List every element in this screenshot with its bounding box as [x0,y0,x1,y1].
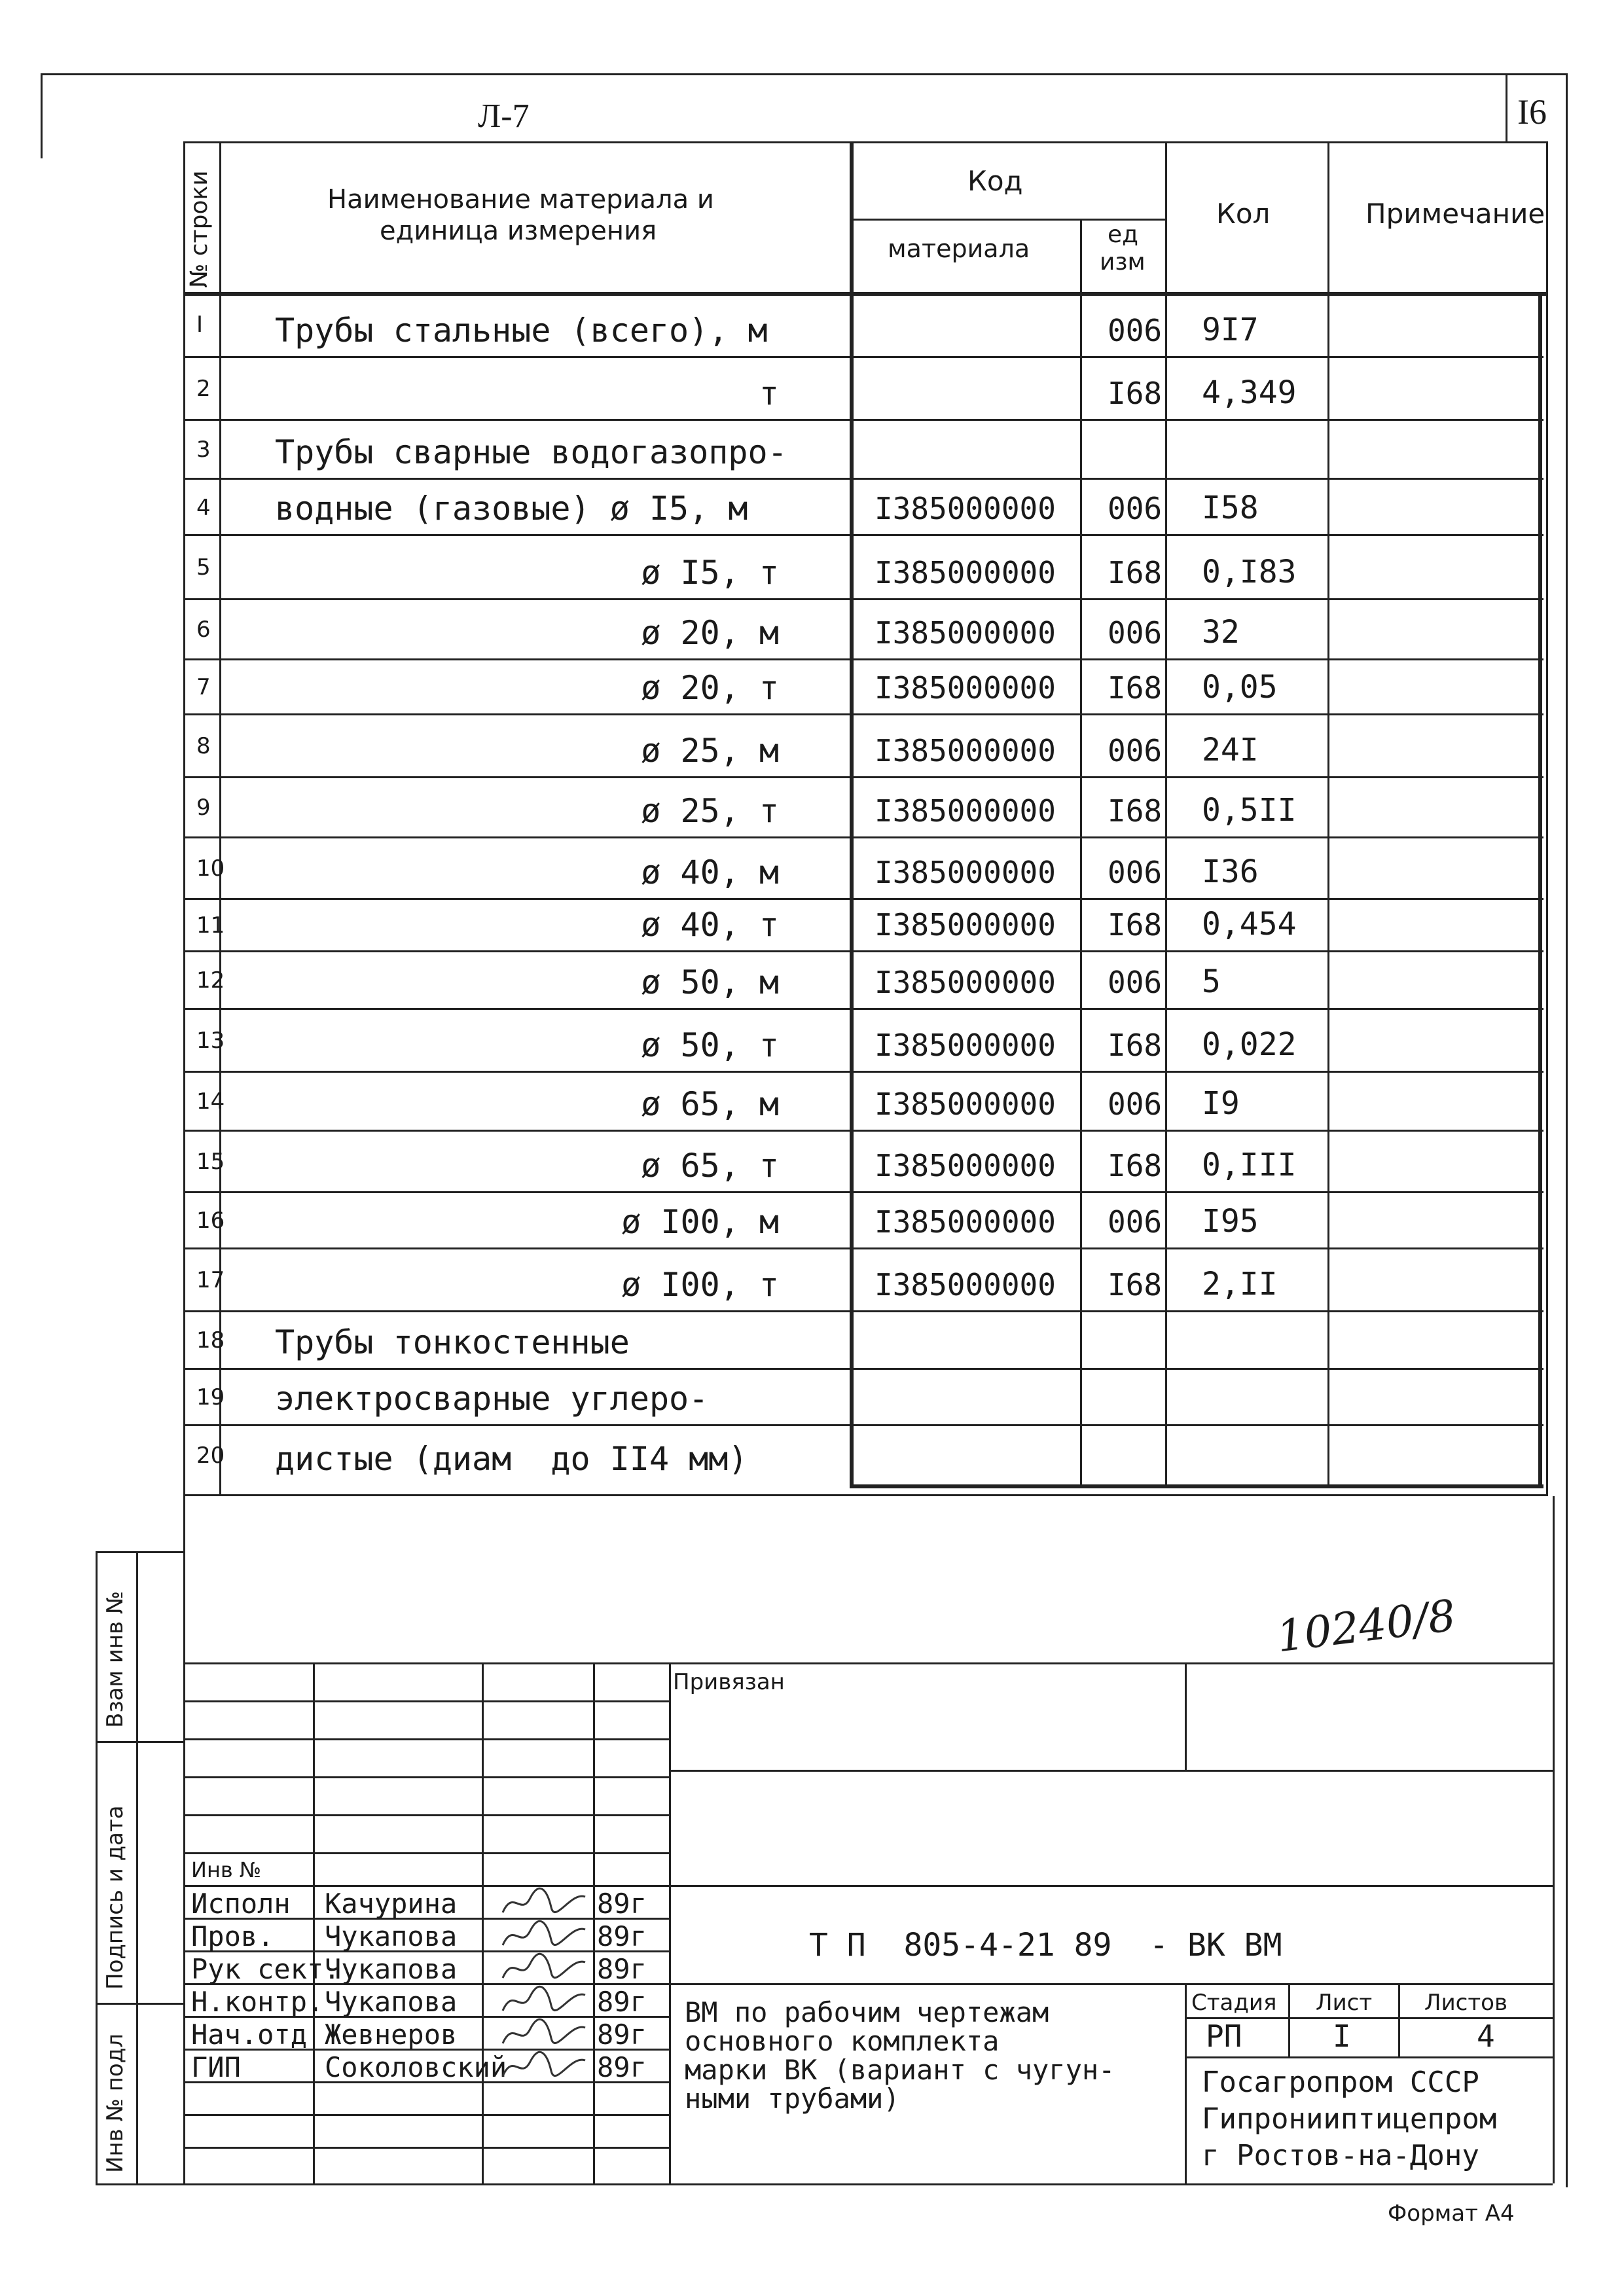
row-number: I [196,312,204,338]
row-name: Трубы сварные водогазопро- [275,433,787,471]
row-name: ø I00, т [621,1266,779,1304]
stage-value: РП [1206,2018,1242,2054]
sheet-label: Лист [1316,1990,1373,2016]
row-code: I385000000 [875,907,1056,942]
row-qty: I9 [1202,1085,1240,1122]
row-separator [183,534,1543,536]
row-unit: I68 [1108,670,1163,706]
code-header: Код [967,165,1023,197]
stamp-line-1 [183,1662,1553,1664]
stamp-line-15 [183,2114,669,2116]
row-unit: 006 [1108,1086,1163,1122]
signer-year: 89г [597,1920,647,1952]
row-separator [183,1424,1543,1426]
row-unit: I68 [1108,1148,1163,1183]
row-number: 11 [196,912,225,939]
row-separator [183,776,1543,778]
right-frame-line [1566,73,1568,2187]
row-qty: I58 [1202,490,1259,526]
row-name: ø 25, м [641,732,779,770]
document-title-line: основного комплекта [685,2025,1000,2057]
stage-value-line [1185,2056,1553,2058]
signer-role: Пров. [191,1920,274,1952]
row-name: ø 50, т [641,1026,779,1064]
row-name: ø 20, м [641,614,779,652]
title-stage-left [1185,1983,1187,2183]
signature-scribble [499,1884,590,1920]
row-unit: I68 [1108,1267,1163,1302]
row-qty: 0,454 [1202,906,1297,942]
left-frame-line [41,73,43,158]
row-qty: 5 [1202,963,1221,1000]
row-number: 5 [196,554,211,581]
name-header-line1: Наименование материала и [327,185,714,215]
designation: Т П 805-4-21 89 - ВК ВМ [809,1927,1282,1964]
row-qty: 0,I83 [1202,554,1297,590]
row-code: I385000000 [875,670,1056,706]
organization-line: Гипронииптицепром [1202,2102,1497,2136]
row-name: Трубы тонкостенные [275,1323,630,1361]
row-code: I385000000 [875,615,1056,651]
row-separator [183,713,1543,715]
row-code: I385000000 [875,1086,1056,1122]
row-name: Трубы стальные (всего), м [275,312,768,350]
signer-year: 89г [597,2018,647,2051]
row-code: I385000000 [875,733,1056,768]
row-name: ø 50, м [641,963,779,1001]
signer-year: 89г [597,1953,647,1985]
signer-year: 89г [597,1888,647,1920]
row-unit: 006 [1108,855,1163,890]
row-unit: I68 [1108,376,1163,411]
col-divider-code [1080,219,1082,1488]
row-number: 19 [196,1384,225,1410]
row-name: ø 65, м [641,1085,779,1123]
stamp-bottom-border [96,2183,1553,2185]
signer-name: Чукапова [325,1920,458,1952]
row-name: ø 20, т [641,669,779,707]
signer-name: Соколовский [325,2051,507,2083]
row-qty: I95 [1202,1203,1259,1240]
side-column-top [96,1551,183,1553]
row-separator [183,1008,1543,1010]
row-separator [183,356,1543,358]
row-qty: 24I [1202,732,1259,768]
row-code: I385000000 [875,855,1056,890]
unit-subheader-line2: изм [1100,249,1146,276]
document-title-line: ными трубами) [685,2083,900,2115]
row-number: 17 [196,1267,225,1293]
row-separator [183,950,1543,952]
row-separator [183,836,1543,838]
row-code: I385000000 [875,491,1056,526]
side-column-mid [136,1551,138,2183]
row-number: 8 [196,733,211,759]
stamp-line-2 [183,1700,669,1702]
row-name: водные (газовые) ø I5, м [275,490,748,528]
row-name: ø 65, т [641,1147,779,1185]
stamp-col-date [669,1662,671,2183]
row-separator [183,1191,1543,1193]
document-title-line: ВМ по рабочим чертежам [685,1996,1049,2028]
row-unit: 006 [1108,491,1163,526]
row-qty: 9I7 [1202,312,1259,348]
row-name: ø I00, м [621,1203,779,1241]
row-qty: 32 [1202,614,1240,651]
doc-code: Л-7 [478,98,530,135]
table-data-bottom [850,1484,1543,1488]
row-number: 18 [196,1327,225,1354]
unit-subheader-line1: ед [1108,221,1139,248]
row-name: т [759,374,779,412]
row-qty: 0,05 [1202,669,1278,706]
sheet-number: I6 [1517,92,1547,132]
signature-scribble [499,2015,590,2051]
sheets-label: Листов [1424,1990,1508,2016]
sheets-value: 4 [1477,2018,1495,2054]
row-number: 6 [196,617,211,643]
qty-header: Кол [1216,198,1271,230]
side-label-vzam: Взам инв № [102,1590,128,1728]
organization-line: Госагропром СССР [1202,2066,1479,2099]
side-label-podpis: Подпись и дата [102,1805,128,1990]
row-number: 7 [196,674,211,700]
signer-name: Чукапова [325,1986,458,2018]
signature-scribble [499,1916,590,1953]
stage-col-2 [1398,1983,1400,2056]
stamp-line-4 [669,1770,1553,1772]
side-label-inv-podl: Инв № подл [102,2034,128,2173]
signer-year: 89г [597,1986,647,2018]
col-divider-right [1538,292,1542,1488]
row-unit: I68 [1108,555,1163,590]
row-qty: 0,5II [1202,792,1297,829]
stamp-line-16 [183,2147,669,2149]
stamp-line-8 [183,1885,1553,1887]
signer-name: Чукапова [325,1953,458,1985]
top-frame-line [41,73,1566,75]
row-code: I385000000 [875,1204,1056,1240]
row-unit: I68 [1108,793,1163,829]
stamp-line-3 [183,1738,669,1740]
row-qty: 4,349 [1202,374,1297,411]
row-number-header: № строки [186,170,213,288]
stage-label: Стадия [1191,1990,1277,2016]
stamp-col-role [313,1662,315,2183]
row-number: 15 [196,1149,225,1175]
format-label: Формат А4 [1388,2200,1515,2227]
row-name: ø 40, м [641,853,779,891]
row-unit: 006 [1108,733,1163,768]
row-separator [183,1130,1543,1132]
row-separator [183,1247,1543,1249]
row-unit: 006 [1108,965,1163,1000]
sheet-value: I [1333,2018,1351,2054]
row-unit: I68 [1108,907,1163,942]
row-unit: 006 [1108,615,1163,651]
handwritten-number: 10240/8 [1274,1590,1458,1662]
row-qty: I36 [1202,853,1259,890]
side-divider-2 [96,2003,183,2005]
row-separator [183,898,1543,900]
col-divider-name [850,141,854,1486]
stamp-col-sign [593,1662,595,2183]
col-divider-qty [1327,141,1329,1488]
organization-line: г Ростов-на-Дону [1202,2139,1479,2172]
row-number: 16 [196,1208,225,1234]
stamp-right-border [1553,1496,1555,2183]
row-code: I385000000 [875,793,1056,829]
row-name: ø 25, т [641,792,779,830]
row-code: I385000000 [875,555,1056,590]
stamp-line-6 [183,1814,669,1816]
row-unit: I68 [1108,1028,1163,1063]
row-code: I385000000 [875,1148,1056,1183]
table-header-bottom [183,292,1548,296]
stamp-left-border [183,1496,185,2183]
row-number: 12 [196,967,225,994]
privyazan-right [1185,1662,1187,1770]
signer-year: 89г [597,2051,647,2083]
row-unit: 006 [1108,1204,1163,1240]
row-separator [183,419,1543,421]
privyazan-label: Привязан [673,1669,785,1695]
row-code: I385000000 [875,965,1056,1000]
name-header-line2: единица измерения [380,216,657,246]
row-name: ø 40, т [641,906,779,944]
row-unit: 006 [1108,313,1163,348]
signature-scribble [499,1949,590,1986]
row-number: 14 [196,1088,225,1115]
document-title-line: марки ВК (вариант с чугун- [685,2054,1115,2086]
code-subheader-line [851,219,1165,221]
inv-no-label: Инв № [191,1857,262,1882]
side-column-left [96,1551,98,2183]
side-divider-1 [96,1741,183,1743]
note-header: Примечание [1365,198,1545,230]
row-number: 13 [196,1028,225,1054]
stamp-line-7 [183,1852,669,1854]
sheet-number-divider [1506,73,1507,142]
row-separator [183,478,1543,480]
row-separator [183,1368,1543,1370]
row-name: ø I5, т [641,554,779,592]
row-name: дистые (диам до II4 мм) [275,1440,748,1478]
signer-role: Рук сект. [191,1953,340,1985]
col-divider-unit [1165,141,1167,1488]
signature-scribble [499,1982,590,2018]
signer-role: ГИП [191,2051,241,2083]
row-number: 20 [196,1443,225,1469]
row-code: I385000000 [875,1267,1056,1302]
row-separator [183,658,1543,660]
signer-name: Качурина [325,1888,458,1920]
row-number: 9 [196,795,211,821]
stamp-col-name [482,1662,484,2183]
signer-role: Нач.отд [191,2018,308,2051]
row-number: 4 [196,495,211,521]
signer-role: Н.контр. [191,1986,324,2018]
row-separator [183,1071,1543,1073]
stage-col-1 [1288,1983,1290,2056]
row-separator [183,598,1543,600]
material-subheader: материала [888,234,1030,263]
row-number: 2 [196,376,211,402]
signer-role: Исполн [191,1888,291,1920]
row-number: 10 [196,855,225,882]
stamp-line-5 [183,1776,669,1778]
row-code: I385000000 [875,1028,1056,1063]
row-separator [183,1310,1543,1312]
row-qty: 2,II [1202,1266,1278,1302]
signer-name: Жевнеров [325,2018,458,2051]
row-qty: 0,III [1202,1147,1297,1183]
row-number: 3 [196,437,211,463]
signature-scribble [499,2047,590,2084]
row-qty: 0,022 [1202,1026,1297,1063]
row-name: электросварные углеро- [275,1380,709,1418]
